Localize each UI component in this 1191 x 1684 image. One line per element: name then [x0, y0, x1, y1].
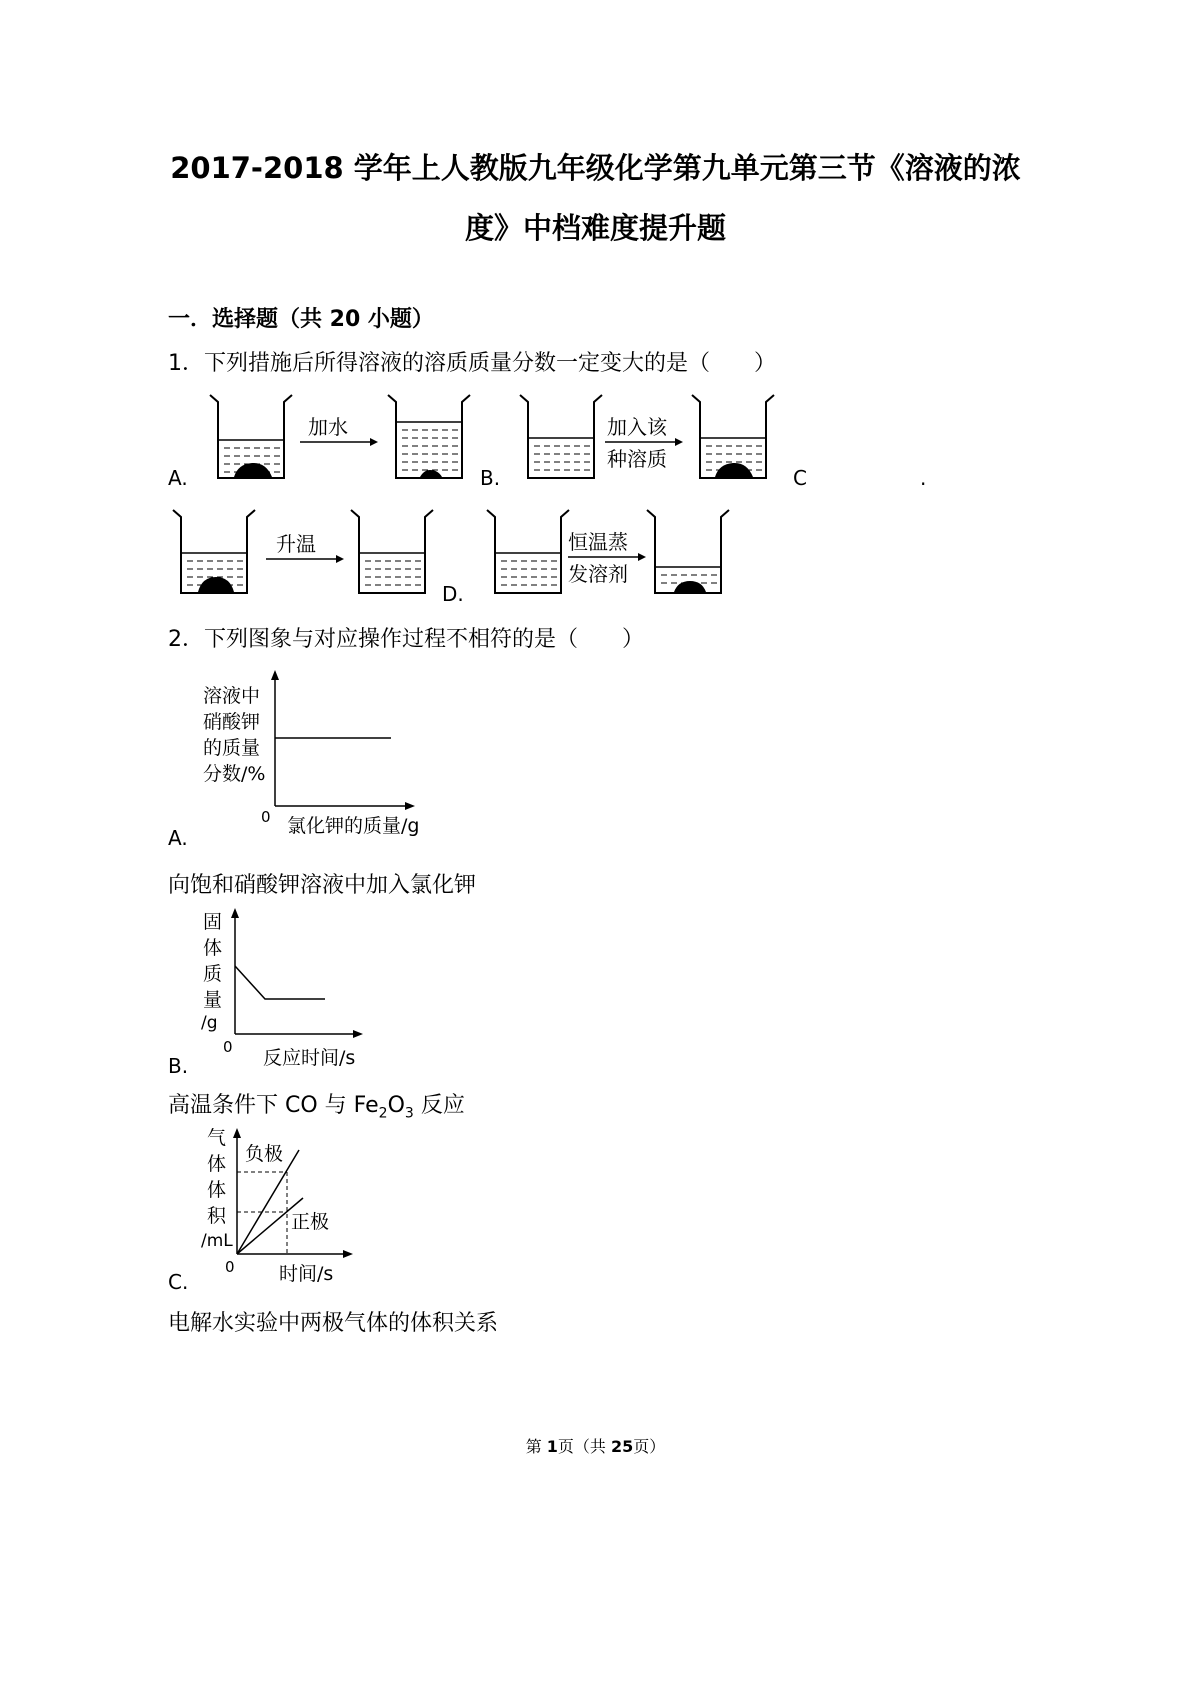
q1-option-a-diagram	[200, 390, 490, 490]
q1-option-b-diagram	[515, 390, 795, 490]
q2-option-c-graph	[195, 1122, 395, 1290]
y-axis-label-line-3: 的质量	[203, 737, 261, 759]
arrow-label-add-solute-1: 加入该	[607, 415, 667, 439]
x-axis-label: 氯化钾的质量/g	[287, 815, 420, 837]
q2-option-c-description: 电解水实验中两极气体的体积关系	[168, 1311, 499, 1336]
y-axis-label-line-4: 分数/%	[203, 763, 266, 785]
section-heading: 一．选择题（共 20 小题）	[168, 307, 434, 332]
beaker-before	[210, 395, 292, 478]
q2-option-b-graph	[195, 902, 395, 1074]
q2-option-a-description: 向饱和硝酸钾溶液中加入氯化钾	[168, 873, 477, 898]
origin-label: 0	[225, 1258, 235, 1276]
undissolved-solid	[715, 463, 753, 477]
y-axis-label-line-1: 固	[203, 911, 223, 933]
arrow-label-evaporate-1: 恒温蒸	[568, 530, 628, 554]
beaker-after	[388, 395, 470, 478]
data-line	[235, 966, 325, 999]
y-axis-label-line-2: 体	[203, 937, 223, 959]
positive-electrode-label: 正极	[291, 1211, 330, 1233]
beaker-after	[692, 395, 774, 478]
y-axis-label-line-5: /mL	[201, 1231, 233, 1251]
y-axis-label-line-4: 积	[207, 1205, 227, 1227]
arrow-label-heat: 升温	[276, 532, 316, 556]
undissolved-solid	[198, 577, 234, 592]
title-line-2: 度》中档难度提升题	[464, 211, 726, 245]
q1-option-d-letter: D.	[442, 582, 464, 606]
question-2-stem: 2．下列图象与对应操作过程不相符的是（ ）	[168, 627, 644, 652]
y-axis-label-line-5: /g	[201, 1013, 218, 1033]
beaker-before	[173, 510, 255, 593]
y-axis-label-line-1: 气	[207, 1127, 227, 1149]
x-axis-label: 反应时间/s	[263, 1047, 356, 1069]
q1-option-c-letter: C	[793, 466, 807, 490]
beaker-after	[647, 510, 729, 593]
q1-option-b-letter: B.	[480, 466, 501, 490]
negative-electrode-label: 负极	[245, 1143, 284, 1165]
y-axis-label-line-4: 量	[203, 989, 223, 1011]
x-axis-label: 时间/s	[279, 1263, 334, 1285]
q1-option-c-dot: .	[920, 466, 927, 490]
q2-option-c-letter: C.	[168, 1270, 189, 1294]
title-line-1: 2017-2018 学年上人教版九年级化学第九单元第三节《溶液的浓	[170, 151, 1021, 185]
q1-option-a-letter: A.	[168, 466, 188, 490]
q2-option-b-description: 高温条件下 CO 与 $Fe_2O_3$ 反应	[168, 1093, 465, 1122]
question-1-stem: 1．下列措施后所得溶液的溶质质量分数一定变大的是（ ）	[168, 351, 776, 376]
q2-option-a-graph	[195, 664, 455, 844]
undissolved-solid	[420, 470, 442, 477]
page-footer: 第 1页（共 25页）	[525, 1437, 666, 1456]
q2-option-a-letter: A.	[168, 826, 188, 850]
y-axis-label-line-2: 硝酸钾	[203, 711, 261, 733]
undissolved-solid	[234, 463, 272, 477]
arrow-label-add-solute-2: 种溶质	[607, 447, 667, 471]
negative-electrode-line	[237, 1150, 299, 1254]
origin-label: 0	[223, 1038, 233, 1056]
y-axis-label-line-1: 溶液中	[203, 685, 261, 707]
y-axis-label-line-3: 质	[203, 963, 223, 985]
q2-option-b-letter: B.	[168, 1054, 189, 1078]
beaker-before	[487, 510, 569, 593]
arrow-label-evaporate-2: 发溶剂	[568, 562, 628, 586]
arrow-label-add-water: 加水	[308, 415, 348, 439]
beaker-after	[351, 510, 433, 593]
origin-label: 0	[261, 808, 271, 826]
y-axis-label-line-2: 体	[207, 1153, 227, 1175]
y-axis-label-line-3: 体	[207, 1179, 227, 1201]
q1-option-d-diagram	[482, 505, 742, 605]
q1-option-c-diagram	[168, 505, 458, 605]
beaker-before	[520, 395, 602, 478]
